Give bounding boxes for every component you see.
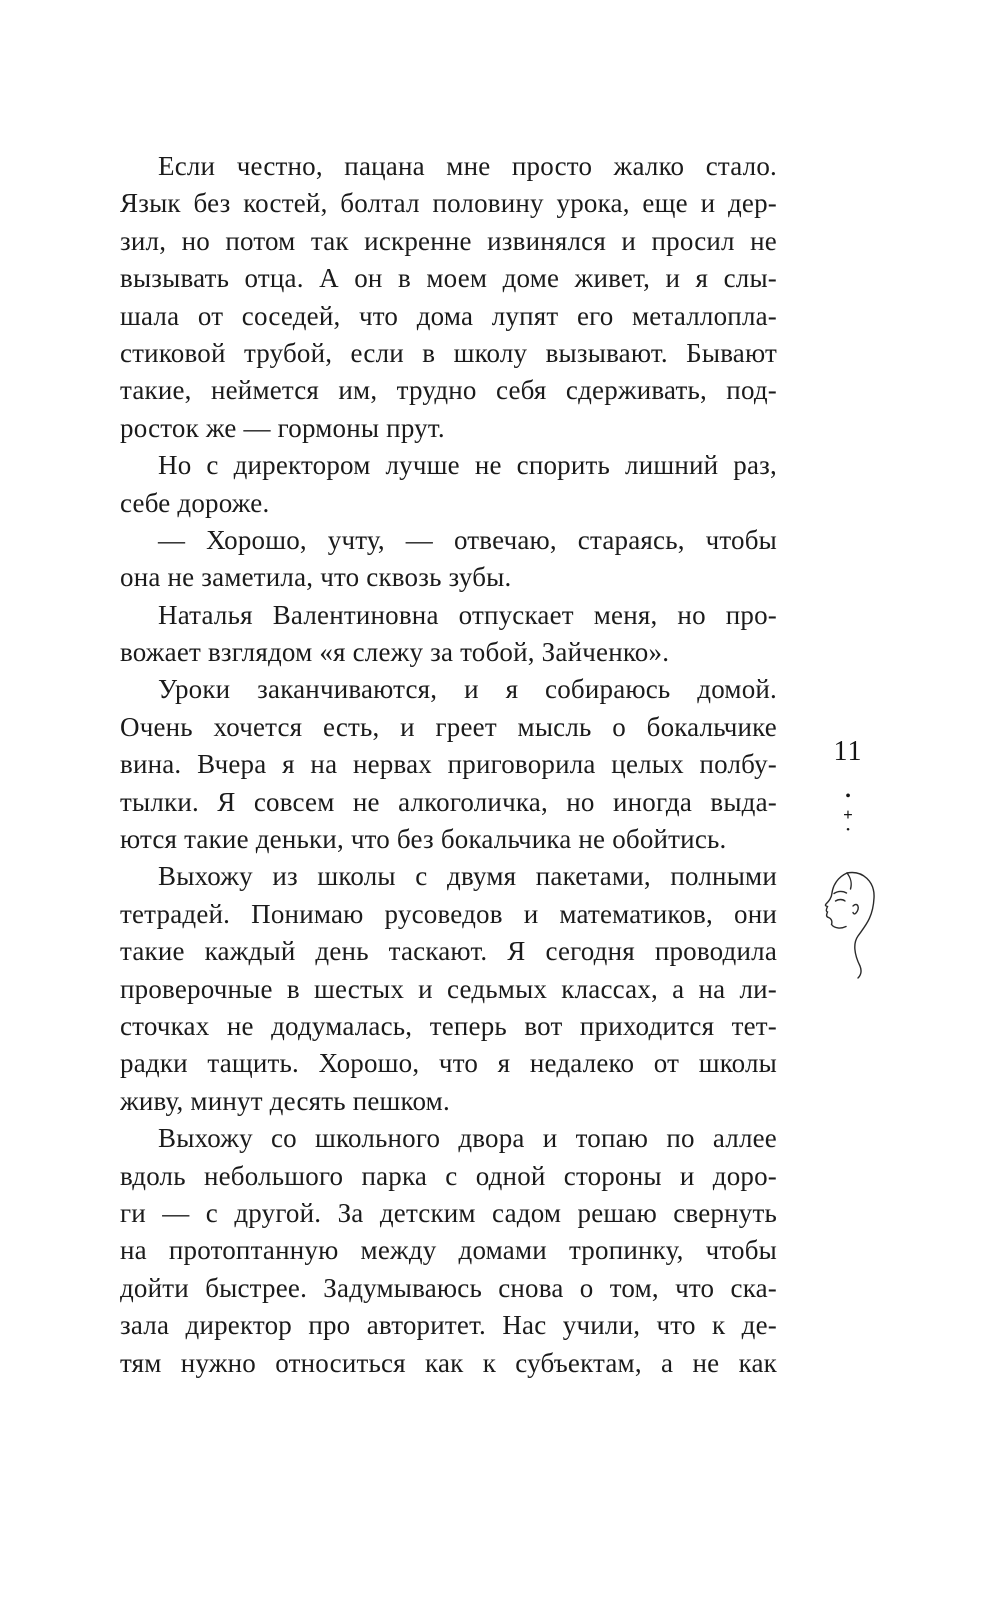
text-line: — Хорошо, учту, — отвечаю, стараясь, чтобы bbox=[158, 524, 777, 555]
paragraph bbox=[120, 858, 777, 1120]
text-line: ги — с другой. За детским садом решаю свернуть bbox=[120, 1197, 777, 1228]
text-line: росток же — гормоны прут. bbox=[120, 412, 445, 443]
text-line: живу, минут десять пешком. bbox=[120, 1085, 450, 1116]
text-line: дойти быстрее. Задумываюсь снова о том, что ска- bbox=[120, 1272, 777, 1303]
text-line: радки тащить. Хорошо, что я недалеко от школы bbox=[120, 1048, 777, 1079]
text-line: стиковой трубой, если в школу вызывают. Бывают bbox=[120, 337, 777, 368]
text-line: Наталья Валентиновна отпускает меня, но про- bbox=[158, 599, 777, 630]
text-line: тылки. Я совсем не алкоголичка, но иногда выда- bbox=[120, 786, 777, 817]
paragraph bbox=[120, 597, 777, 672]
face-line-art-icon bbox=[803, 868, 893, 980]
text-line: зала директор про авторитет. Нас учили, что к де- bbox=[120, 1310, 777, 1341]
text-line: Очень хочется есть, и греет мысль о бокальчике bbox=[120, 711, 777, 742]
text-line: вызывать отца. А он в моем доме живет, и я слы- bbox=[120, 263, 777, 294]
text-line: Выхожу из школы с двумя пакетами, полными bbox=[158, 861, 777, 892]
text-line: сточках не додумалась, теперь вот приходится тет- bbox=[120, 1010, 777, 1041]
text-line: себе дороже. bbox=[120, 487, 270, 518]
paragraph bbox=[120, 522, 777, 597]
text-line: шала от соседей, что дома лупят его металлопла- bbox=[120, 300, 777, 331]
text-line: Язык без костей, болтал половину урока, еще и дер- bbox=[120, 188, 777, 219]
text-line: тетрадей. Понимаю русоведов и математиков, они bbox=[120, 898, 777, 929]
ornament-dot-top-icon: • bbox=[845, 788, 851, 805]
paragraph bbox=[120, 148, 777, 447]
paragraph bbox=[120, 671, 777, 858]
text-line: она не заметила, что сквозь зубы. bbox=[120, 562, 512, 593]
text-line: вдоль небольшого парка с одной стороны и доро- bbox=[120, 1160, 777, 1191]
text-line: на протоптанную между домами тропинку, чтобы bbox=[120, 1235, 777, 1266]
text-line: ются такие деньки, что без бокальчика не обойтись. bbox=[120, 824, 727, 855]
text-line: тям нужно относиться как к субъектам, а не как bbox=[120, 1347, 777, 1378]
text-line: вожает взглядом «я слежу за тобой, Зайченко». bbox=[120, 637, 670, 668]
text-line: Уроки заканчиваются, и я собираюсь домой. bbox=[158, 674, 777, 705]
ornament-dot-bottom-icon: • bbox=[846, 824, 850, 836]
paragraph bbox=[120, 447, 777, 522]
text-line: Но с директором лучше не спорить лишний раз, bbox=[158, 450, 777, 481]
text-line: Если честно, пацана мне просто жалко стало. bbox=[158, 151, 777, 181]
paragraph bbox=[120, 1120, 777, 1382]
page-number: 11 bbox=[833, 736, 863, 767]
section-ornament bbox=[815, 790, 881, 835]
text-line: зил, но потом так искренне извинялся и просил не bbox=[120, 225, 777, 256]
text-line: проверочные в шестых и седьмых классах, а на ли- bbox=[120, 973, 777, 1004]
page-text bbox=[120, 148, 777, 1382]
ornament-cross-icon: + bbox=[843, 805, 853, 824]
text-line: вина. Вчера я на нервах приговорила целых полбу- bbox=[120, 749, 777, 780]
text-line: такие, неймется им, трудно себя сдерживать, под- bbox=[120, 375, 777, 406]
text-line: Выхожу со школьного двора и топаю по аллее bbox=[158, 1123, 777, 1154]
text-line: такие каждый день таскают. Я сегодня проводила bbox=[120, 936, 777, 967]
